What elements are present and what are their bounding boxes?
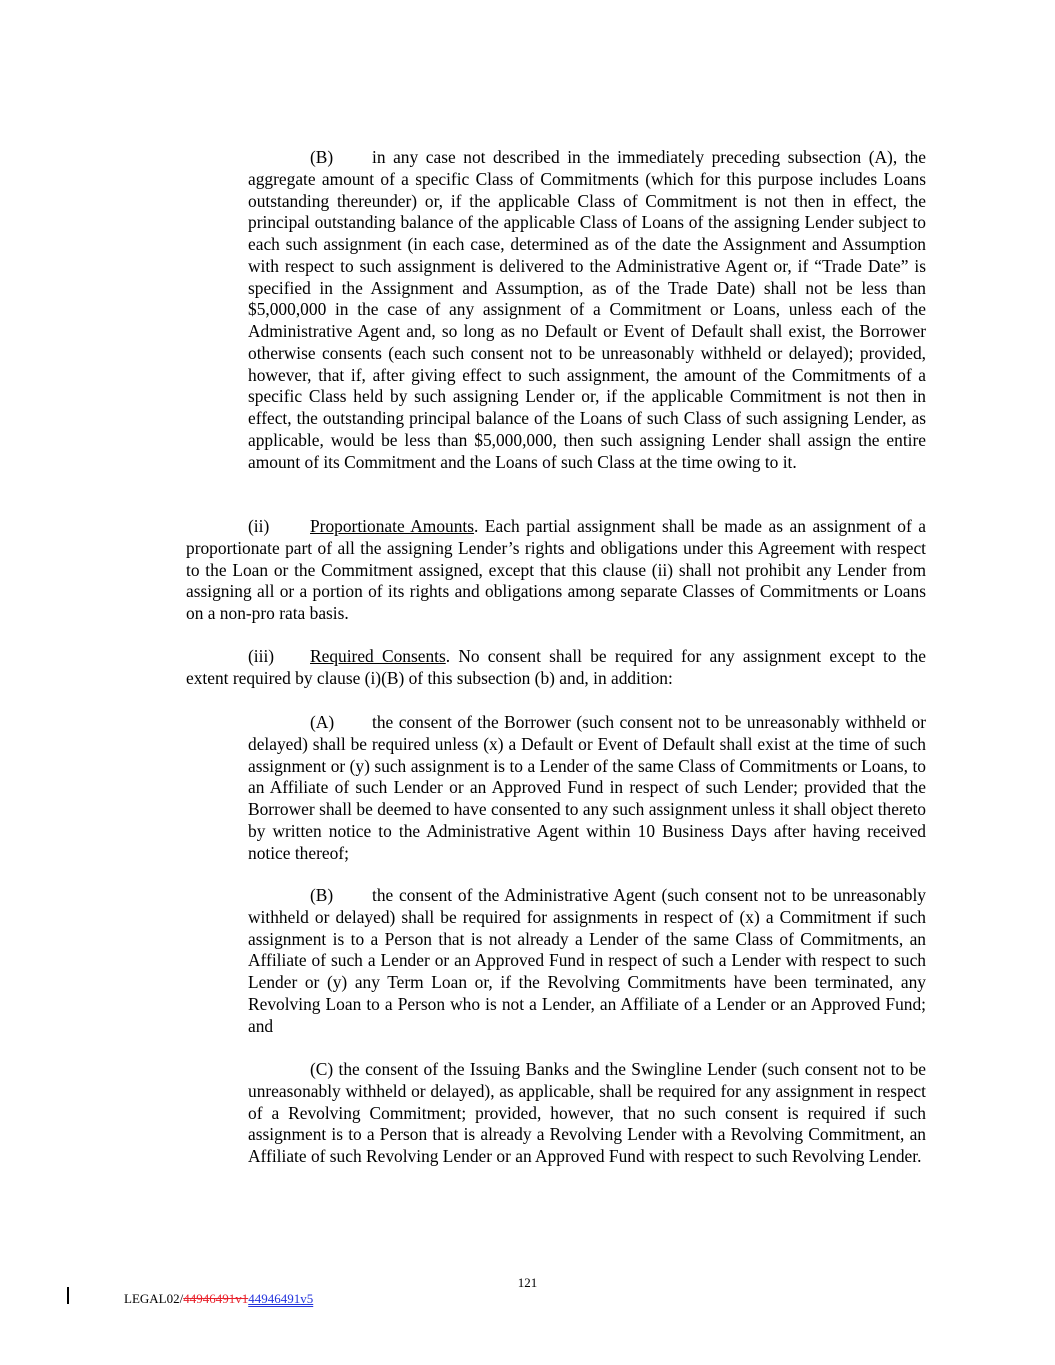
doc-id-deleted: 44946491v1 — [183, 1291, 249, 1306]
paragraph-iii-required-consents — [186, 646, 926, 690]
clause-label: (ii) — [248, 516, 270, 536]
page-number: 121 — [517, 1275, 538, 1290]
clause-label: (A) — [310, 712, 335, 732]
paragraph-c-issuing-banks-consent — [248, 1059, 926, 1168]
paragraph-a-borrower-consent — [248, 712, 926, 864]
clause-heading: Proportionate Amounts — [310, 516, 475, 536]
clause-text: (C) the consent of the Issuing Banks and the Swingline Lender (such consent not to be unreasonably withheld or delayed), as applicable, shall be required for any assignment in respect of a Revolving Commitment; provided, however, that no such consent is required if such assignment is to a Person that is already a Revolving Lender with a Revolving Commitment, an Affiliate of such Revolving Lender or an Approved Fund with respect to such Revolving Lender. — [248, 1059, 926, 1166]
clause-label: (B) — [310, 147, 334, 167]
clause-label: (iii) — [248, 646, 275, 666]
paragraph-b-agent-consent — [248, 885, 926, 1037]
document-id-footer — [124, 1288, 313, 1310]
clause-text: the consent of the Borrower (such consent not to be unreasonably withheld or delayed) shall be required unless (x) a Default or Event of Default shall exist at the time of such assignment or (y) such assignment is to a Lender of the same Class of Commitments or Loans, to an Affiliate of such Lender or an Approved Fund in respect of such Lender; provided that the Borrower shall be deemed to have consented to any such assignment unless it shall object thereto by written notice to the Administrative Agent within 10 Business Days after having received notice thereof; — [248, 712, 926, 863]
paragraph-ii-proportionate-amounts — [186, 516, 926, 625]
doc-id-prefix: LEGAL02/ — [124, 1291, 184, 1306]
clause-label: (B) — [310, 885, 334, 905]
change-bar — [67, 1287, 69, 1304]
clause-text: . Each partial assignment shall be made as an assignment of a proportionate part of all the assigning Lender’s rights and obligations under this Agreement with respect to the Loan or the Commitment assigned, except that this clause (ii) shall not prohibit any Lender from assigning all or a portion of its rights and obligations among separate Classes of Commitments or Loans on a non-pro rata basis. — [186, 516, 926, 623]
clause-text: . No consent shall be required for any assignment except to the extent required by clause (i)(B) of this subsection (b) and, in addition: — [186, 646, 926, 688]
doc-id-inserted: 44946491v5 — [248, 1291, 314, 1306]
clause-text: the consent of the Administrative Agent (such consent not to be unreasonably withheld or delayed) shall be required for assignments in respect of (x) a Commitment if such assignment is to a Person that is not already a Lender of the same Class of Commitments, an Affiliate of such a Lender or an Approved Fund in respect of such a Lender with respect to such Lender or (y) any Term Loan or, if the Revolving Commitments have been terminated, any Revolving Loan to a Person who is not a Lender, an Affiliate of a Lender or an Approved Fund; and — [248, 885, 926, 1036]
clause-text: in any case not described in the immediately preceding subsection (A), the aggregate amount of a specific Class of Commitments (which for this purpose includes Loans outstanding thereunder) or, if the applicable Class of Commitment is not then in effect, the principal outstanding balance of the applicable Class of Loans of the assigning Lender subject to each such assignment (in each case, determined as of the date the Assignment and Assumption with respect to such assignment is delivered to the Administrative Agent or, if “Trade Date” is specified in the Assignment and Assumption, as of the Trade Date) shall not be less than $5,000,000 in the case of any assignment of a Commitment or Loans, unless each of the Administrative Agent and, so long as no Default or Event of Default shall exist, the Borrower otherwise consents (each such consent not to be unreasonably withheld or delayed); provided, however, that if, after giving effect to such assignment, the amount of the Commitments of a specific Class held by such assigning Lender or, if the applicable Commitment is not then in effect, the outstanding principal balance of the Loans of such Class of such assigning Lender, as applicable, would be less than $5,000,000, then such assigning Lender shall assign the entire amount of its Commitment and the Loans of such Class at the time owing to it. — [248, 147, 926, 472]
clause-heading: Required Consents — [310, 646, 446, 666]
paragraph-b-minimum-amount — [248, 147, 926, 473]
